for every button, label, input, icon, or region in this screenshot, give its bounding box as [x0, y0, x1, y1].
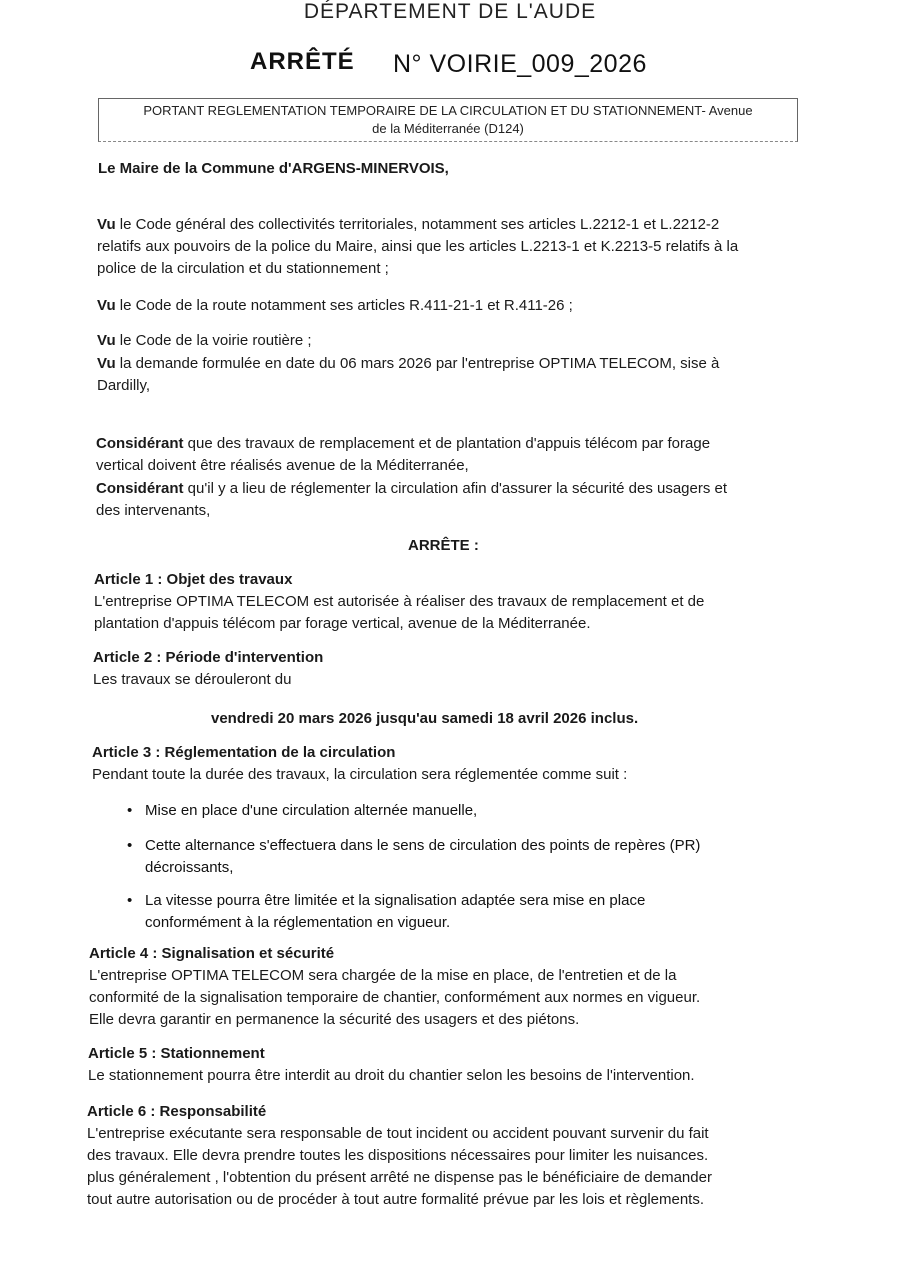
considerant-1: Considérant que des travaux de remplacement et de plantation d'appuis télécom par forage vertical doivent être réalisés avenue de la Méditerranée,: [96, 435, 711, 474]
subject-line-2: de la Méditerranée (D124): [372, 121, 524, 136]
bullet-2: • Cette alternance s'effectuera dans le sens de circulation des points de repères (PR) décroissants,: [127, 837, 701, 876]
article-1: Article 1 : Objet des travaux L'entreprise OPTIMA TELECOM est autorisée à réaliser des travaux de remplacement et de plantation d'appuis télécom par forage vertical, avenue de la Méditerranée.: [94, 571, 705, 632]
vu-2: Vu le Code de la route notamment ses articles R.411-21-1 et R.411-26 ;: [97, 297, 573, 314]
article-5: Article 5 : Stationnement Le stationnement pourra être interdit au droit du chantier selon les besoins de l'intervention.: [88, 1045, 695, 1084]
vu-3: Vu le Code de la voirie routière ;: [97, 332, 312, 349]
article-3-title: Article 3 : Réglementation de la circulation: [92, 744, 396, 761]
article-2-dates: vendredi 20 mars 2026 jusqu'au samedi 18 avril 2026 inclus.: [211, 710, 639, 727]
article-3: Article 3 : Réglementation de la circulation Pendant toute la durée des travaux, la circulation sera réglementée comme suit :: [92, 744, 628, 783]
article-6-title: Article 6 : Responsabilité: [87, 1103, 267, 1120]
article-1-title: Article 1 : Objet des travaux: [94, 571, 293, 588]
vu-4: Vu la demande formulée en date du 06 mars 2026 par l'entreprise OPTIMA TELECOM, sise à Dardilly,: [97, 355, 720, 394]
arrete-heading: ARRÊTE :: [408, 537, 479, 554]
department-heading: DÉPARTEMENT DE L'AUDE: [303, 0, 597, 23]
vu-label: Vu: [97, 216, 116, 233]
mayor-line: Le Maire de la Commune d'ARGENS-MINERVOIS,: [98, 160, 449, 177]
bullet-1: • Mise en place d'une circulation alternée manuelle,: [145, 800, 477, 822]
article-2: Article 2 : Période d'intervention Les travaux se dérouleront du: [93, 649, 324, 688]
vu-1: Vu le Code général des collectivités territoriales, notamment ses articles L.2212-1 et L.2212-2 relatifs aux pouvoirs de la police du Maire, ainsi que les articles L.2213-1 et K.2213-5 relatifs à la police de la circulation et du stationnement ;: [97, 216, 739, 277]
article-4: Article 4 : Signalisation et sécurité L'entreprise OPTIMA TELECOM sera chargée de la mise en place, de l'entretien et de la conformité de la signalisation temporaire de chantier, conformément aux normes en vigueur. Elle devra garantir en permanence la sécurité des usagers et des piétons.: [89, 945, 701, 1028]
subject-box: [98, 98, 798, 142]
article-2-title: Article 2 : Période d'intervention: [93, 649, 324, 666]
bullet-3: • La vitesse pourra être limitée et la signalisation adaptée sera mise en place conformément à la réglementation en vigueur.: [127, 892, 646, 931]
considerant-2: Considérant qu'il y a lieu de réglementer la circulation afin d'assurer la sécurité des usagers et des intervenants,: [96, 480, 728, 519]
subject-line-1: PORTANT REGLEMENTATION TEMPORAIRE DE LA CIRCULATION ET DU STATIONNEMENT- Avenue: [143, 103, 753, 118]
article-6: Article 6 : Responsabilité L'entreprise exécutante sera responsable de tout incident ou accident pouvant survenir du fait des travaux. Elle devra prendre toutes les dispositions nécessaires pour limiter les nuisances. plus généralement , l'obtention du présent arrêté ne dispense pas le bénéficiaire de demander tout autre autorisation ou de procéder à tout autre formalité prévue par les lois et règlements.: [87, 1103, 712, 1208]
bullet-dot: •: [127, 802, 133, 819]
arrete-number: N° VOIRIE_009_2026: [393, 50, 647, 78]
article-5-title: Article 5 : Stationnement: [88, 1045, 265, 1062]
article-4-title: Article 4 : Signalisation et sécurité: [89, 945, 335, 962]
arrete-title: ARRÊTÉ: [250, 48, 355, 75]
